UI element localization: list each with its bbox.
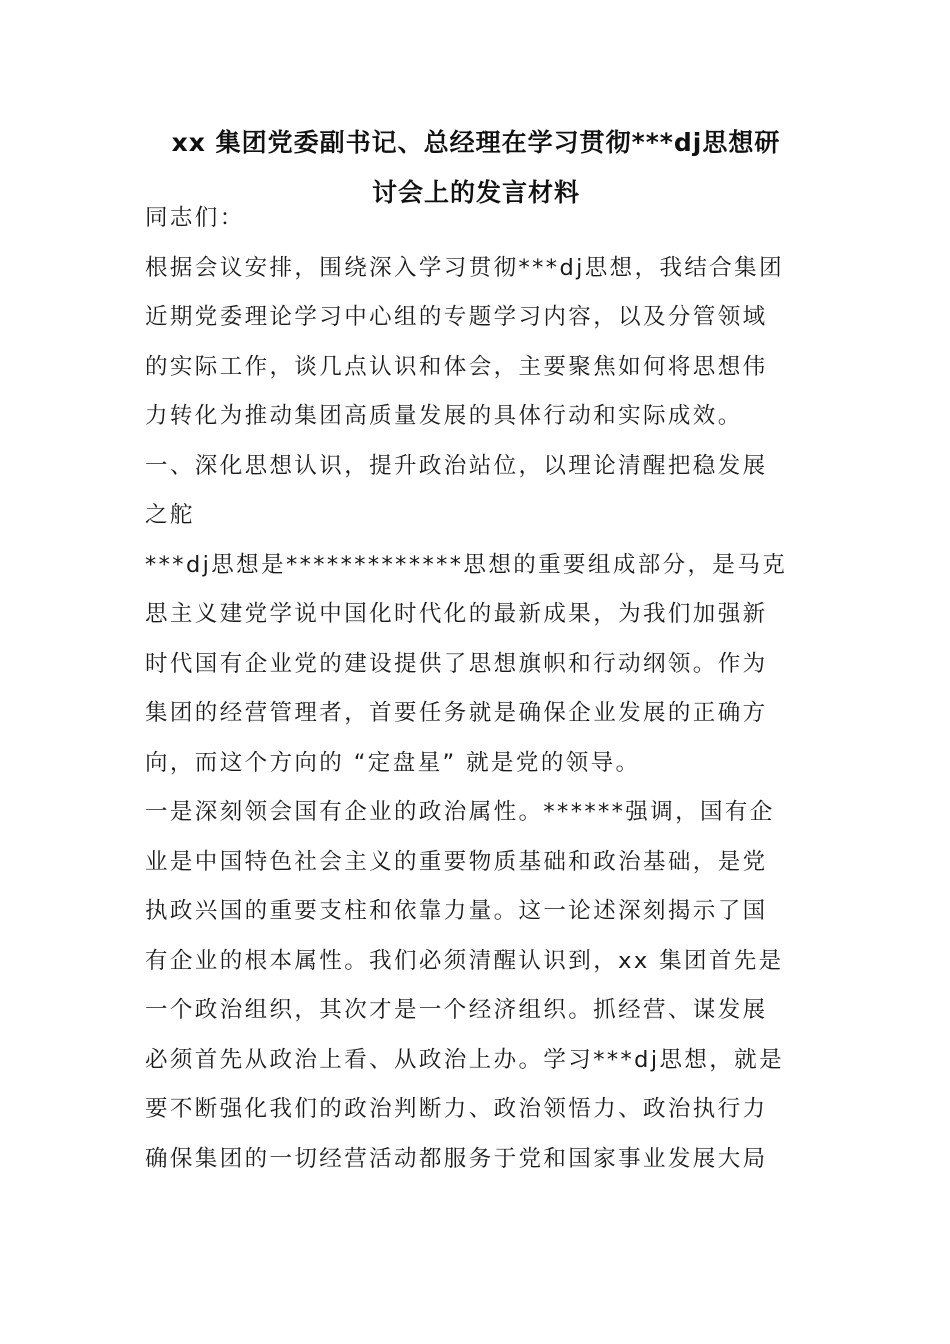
salutation: 同志们：	[145, 205, 245, 231]
body-line: 根据会议安排，围绕深入学习贯彻***dj思想，我结合集团	[145, 254, 784, 281]
body-line: 一个政治组织，其次才是一个经济组织。抓经营、谋发展	[145, 997, 768, 1023]
body-line: 确保集团的一切经营活动都服务于党和国家事业发展大局	[145, 1145, 768, 1172]
body-line: 时代国有企业党的建设提供了思想旗帜和行动纲领。作为	[145, 650, 768, 677]
title-line-1: xx 集团党委副书记、总经理在学习贯彻***dj思想研	[171, 128, 781, 157]
body-line: 的实际工作，谈几点认识和体会，主要聚焦如何将思想伟	[145, 353, 768, 380]
body-line: 思主义建党学说中国化时代化的最新成果，为我们加强新	[145, 601, 768, 627]
body-line: 执政兴国的重要支柱和依靠力量。这一论述深刻揭示了国	[145, 898, 768, 924]
body-line: ***dj思想是*************思想的重要组成部分，是马克	[145, 551, 788, 578]
body-line: 业是中国特色社会主义的重要物质基础和政治基础，是党	[145, 848, 768, 875]
body-line: 力转化为推动集团高质量发展的具体行动和实际成效。	[145, 403, 743, 429]
body-line: 必须首先从政治上看、从政治上办。学习***dj思想，就是	[145, 1046, 784, 1073]
section-heading-line: 一、深化思想认识，提升政治站位，以理论清醒把稳发展	[145, 452, 768, 479]
body-line: 一是深刻领会国有企业的政治属性。******强调，国有企	[145, 799, 775, 825]
body-line: 向，而这个方向的 “定盘星” 就是党的领导。	[145, 749, 641, 776]
body-line: 集团的经营管理者，首要任务就是确保企业发展的正确方	[145, 700, 768, 726]
section-heading-line: 之舵	[145, 502, 195, 528]
body-line: 有企业的根本属性。我们必须清醒认识到，xx 集团首先是	[145, 947, 784, 974]
title-line-2: 讨会上的发言材料	[371, 178, 580, 207]
body-line: 要不断强化我们的政治判断力、政治领悟力、政治执行力	[145, 1096, 768, 1122]
body-line: 近期党委理论学习中心组的专题学习内容，以及分管领域	[145, 304, 768, 330]
document-body	[145, 194, 807, 1184]
